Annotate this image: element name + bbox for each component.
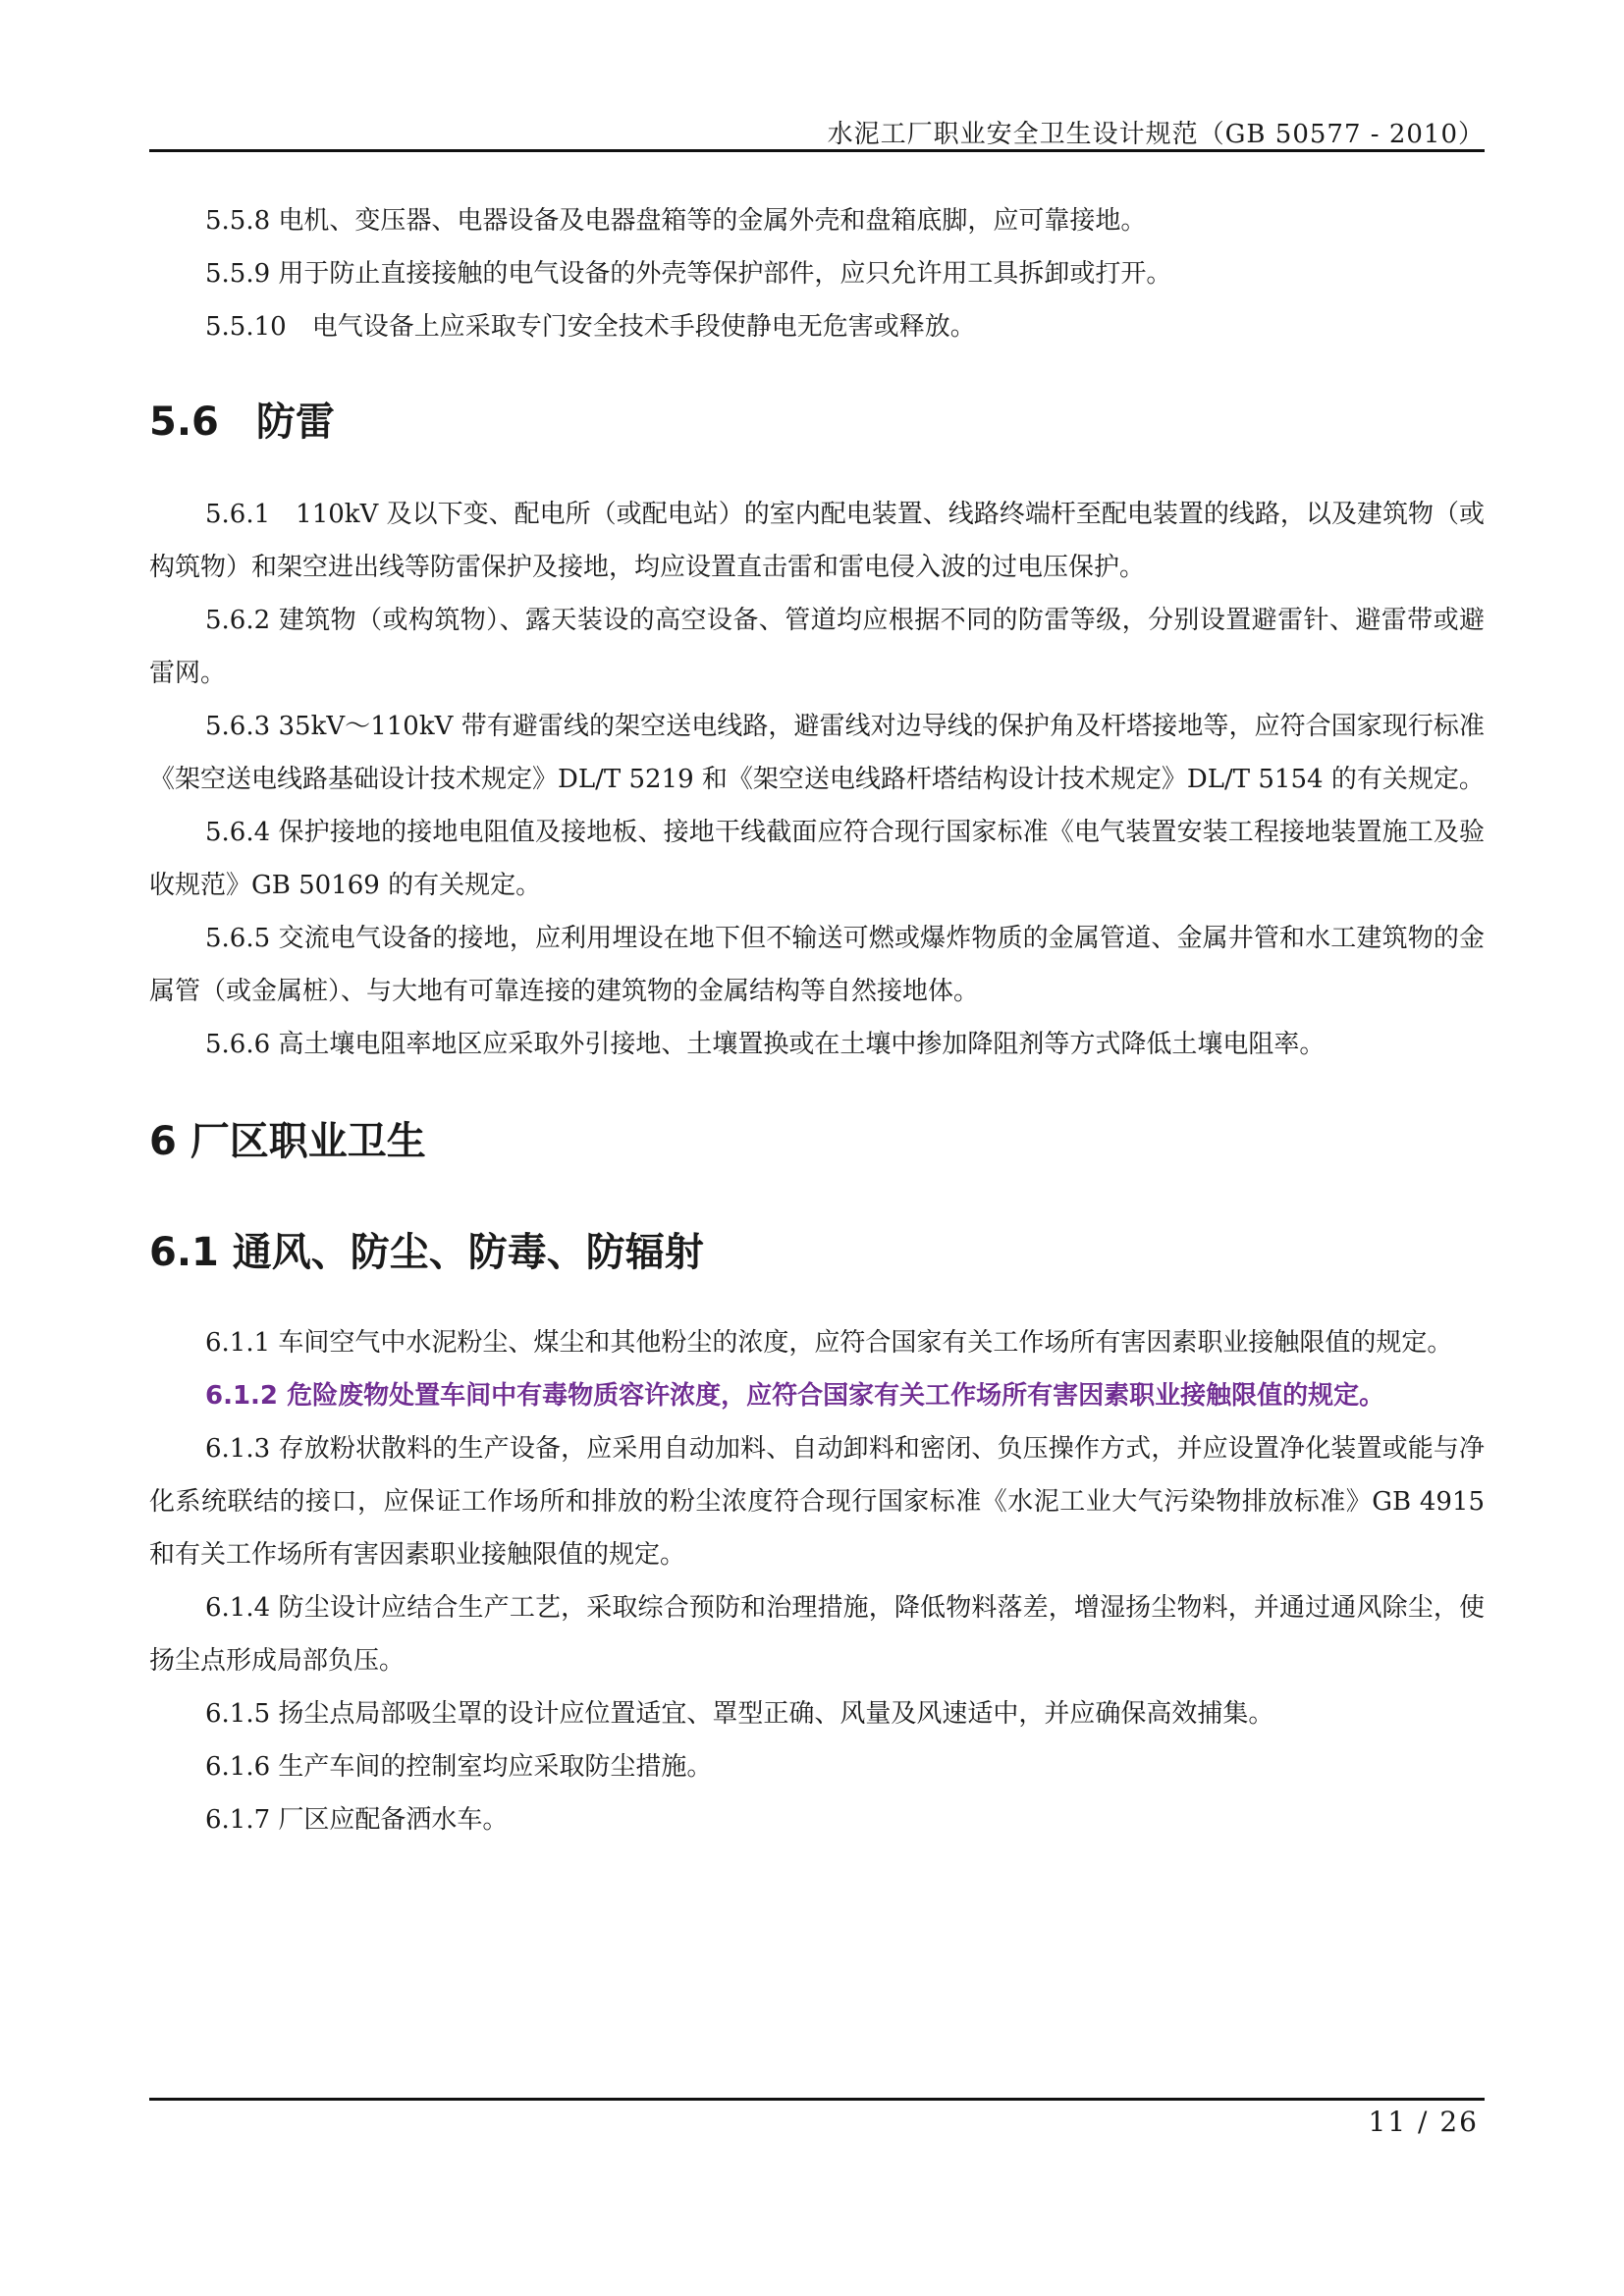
clause-5-6-2: 5.6.2 建筑物（或构筑物）、露天装设的高空设备、管道均应根据不同的防雷等级，分别设置避雷针、避雷带或避雷网。 <box>149 606 1485 688</box>
clause-6-1-6: 6.1.6 生产车间的控制室均应采取防尘措施。 <box>205 1752 713 1782</box>
clause-6-1-3: 6.1.3 存放粉状散料的生产设备，应采用自动加料、自动卸料和密闭、负压操作方式，并应设置净化装置或能与净化系统联结的接口，应保证工作场所和排放的粉尘浓度符合现行国家标准《水泥工业大气污染物排放标准》GB 4915 和有关工作场所有害因素职业接触限值的规定。 <box>149 1434 1485 1570</box>
header-title: 水泥工厂职业安全卫生设计规范（GB 50577 - 2010） <box>827 120 1485 149</box>
page-body <box>149 194 1485 1846</box>
clause-5-5-9: 5.5.9 用于防止直接接触的电气设备的外壳等保护部件，应只允许用工具拆卸或打开。 <box>205 259 1172 289</box>
clause-5-5-10: 5.5.10 电气设备上应采取专门安全技术手段使静电无危害或释放。 <box>205 312 976 342</box>
footer-rule <box>149 2098 1485 2101</box>
page-number: 11 / 26 <box>1368 2106 1479 2138</box>
clause-6-1-7: 6.1.7 厂区应配备洒水车。 <box>205 1805 509 1835</box>
clause-5-6-3: 5.6.3 35kV～110kV 带有避雷线的架空送电线路，避雷线对边导线的保护角及杆塔接地等，应符合国家现行标准《架空送电线路基础设计技术规定》DL/T 5219 和《架空送电线路杆塔结构设计技术规定》DL/T 5154 的有关规定。 <box>149 712 1485 794</box>
section-5-6-heading <box>149 391 1485 447</box>
section-6-1-heading: 6.1 通风、防尘、防毒、防辐射 <box>149 1230 704 1275</box>
clause-6-1-1: 6.1.1 车间空气中水泥粉尘、煤尘和其他粉尘的浓度，应符合国家有关工作场所有害因素职业接触限值的规定。 <box>205 1328 1453 1358</box>
section-5-6-title: 防雷 <box>255 400 335 445</box>
chapter-6-heading: 6 厂区职业卫生 <box>149 1119 426 1164</box>
clause-5-6-1: 5.6.1 110kV 及以下变、配电所（或配电站）的室内配电装置、线路终端杆至配电装置的线路，以及建筑物（或构筑物）和架空进出线等防雷保护及接地，均应设置直击雷和雷电侵入波的过电压保护。 <box>149 500 1485 582</box>
header-rule <box>149 149 1485 152</box>
section-5-6-number: 5.6 <box>149 400 219 445</box>
clause-6-1-4: 6.1.4 防尘设计应结合生产工艺，采取综合预防和治理措施，降低物料落差，增湿扬尘物料，并通过通风除尘，使扬尘点形成局部负压。 <box>149 1593 1485 1676</box>
clause-5-5-8: 5.5.8 电机、变压器、电器设备及电器盘箱等的金属外壳和盘箱底脚，应可靠接地。 <box>205 206 1147 236</box>
clause-5-6-5: 5.6.5 交流电气设备的接地，应利用埋设在地下但不输送可燃或爆炸物质的金属管道、金属井管和水工建筑物的金属管（或金属桩）、与大地有可靠连接的建筑物的金属结构等自然接地体。 <box>149 924 1485 1006</box>
clause-6-1-5: 6.1.5 扬尘点局部吸尘罩的设计应位置适宜、罩型正确、风量及风速适中，并应确保高效捕集。 <box>205 1699 1274 1729</box>
clause-5-6-4: 5.6.4 保护接地的接地电阻值及接地板、接地干线截面应符合现行国家标准《电气装置安装工程接地装置施工及验收规范》GB 50169 的有关规定。 <box>149 818 1485 900</box>
clause-5-6-6: 5.6.6 高土壤电阻率地区应采取外引接地、土壤置换或在土壤中掺加降阻剂等方式降低土壤电阻率。 <box>205 1030 1326 1059</box>
page-header <box>149 108 1485 151</box>
clause-6-1-2-highlighted: 6.1.2 危险废物处置车间中有毒物质容许浓度，应符合国家有关工作场所有害因素职业接触限值的规定。 <box>205 1381 1385 1411</box>
